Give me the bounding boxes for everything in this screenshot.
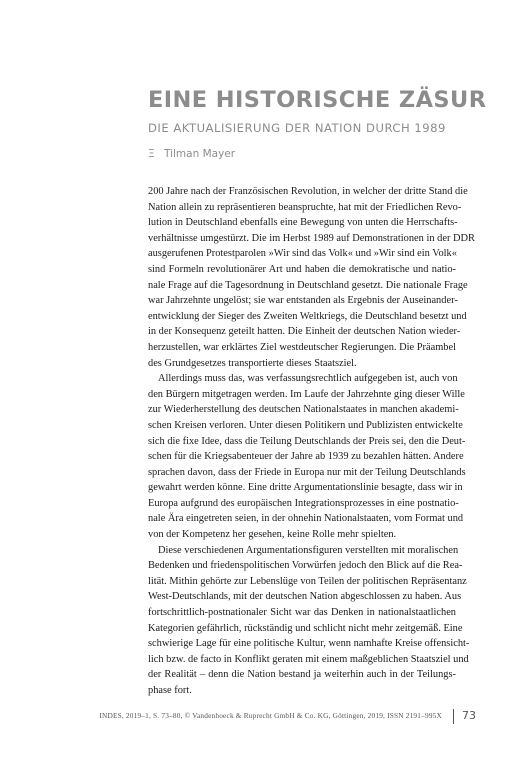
text-line: in der Konsequenz geteilt hatten. Die Einheit der deutschen Nation wieder- <box>148 326 461 338</box>
article-title: EINE HISTORISCHE ZÄSUR <box>148 87 487 113</box>
text-line: des Grundgesetzes transportierte dieses Staatsziel. <box>148 357 357 369</box>
text-line: fortschrittlich-postnationaler Sicht war das Denken in nationalstaatlichen <box>148 607 456 619</box>
paragraph <box>148 543 470 699</box>
text-line: lich bzw. de facto in Konflikt geraten mit einem maßgeblichen Staatsziel und <box>148 653 469 665</box>
text-line: von der Kompetenz her gesehen, keine Rolle mehr spielten. <box>148 529 397 541</box>
text-line: Nation allein zu repräsentieren beanspruchte, hat mit der Friedlichen Revo- <box>148 201 462 213</box>
text-line: nale Ära eingetreten seien, in der ohnehin Nationalstaaten, vom Format und <box>148 513 464 525</box>
page-footer <box>0 708 458 726</box>
text-line: war Jahrzehnte ungelöst; sie war entstanden als Ergebnis der Auseinander- <box>148 295 458 307</box>
text-line: phase fort. <box>148 685 192 696</box>
text-line: den Bürgern mitgetragen werden. Im Laufe der Jahrzehnte ging dieser Wille <box>148 388 465 400</box>
text-line: Diese verschiedenen Argumentationsfiguren verstellten mit moralischen <box>158 544 459 556</box>
text-line: Bedenken und friedenspolitischen Vorwürfen jedoch den Blick auf die Rea- <box>148 560 463 572</box>
text-line: Kategorien gefährlich, rückständig und schlicht nicht mehr zeitgemäß. Eine <box>148 622 463 634</box>
text-line: sind Formeln revolutionärer Art und haben die demokratische und natio- <box>148 263 456 275</box>
text-line: herzustellen, war erklärtes Ziel westdeutscher Regierungen. Die Präambel <box>148 341 456 353</box>
text-line: lution in Deutschland ebenfalls eine Bewegung von unten die Herrschafts- <box>148 217 458 229</box>
text-line: verhältnisse umgestürzt. Die im Herbst 1989 auf Demonstrationen in der DDR <box>148 232 475 244</box>
author-marker-icon: Ξ <box>148 148 155 160</box>
text-line: zur Wiederherstellung des deutschen Nationalstaates in manchen akademi- <box>148 404 459 416</box>
footer-divider <box>453 709 454 724</box>
author-name: Tilman Mayer <box>164 148 236 160</box>
text-line: Europa aufgrund des europäischen Integrationsprozesses in eine postnatio- <box>148 497 459 509</box>
page-number: 73 <box>462 709 476 722</box>
author-line <box>148 147 348 161</box>
paragraph <box>148 184 475 371</box>
text-line: sich die fixe Idee, dass die Teilung Deutschlands der Preis sei, den die Deut- <box>148 435 466 447</box>
text-line: gewahrt werden könne. Eine dritte Argumentationslinie besagte, dass wir in <box>148 482 463 494</box>
article-body <box>148 184 475 699</box>
text-line: ausgerufenen Protestparolen »Wir sind das Volk« und »Wir sind ein Volk« <box>148 248 457 260</box>
text-line: schwierige Lage für eine politische Kultur, wenn namhafte Kreise offensicht- <box>148 638 470 650</box>
text-line: lität. Mithin gehörte zur Lebenslüge von Teilen der politischen Repräsentanz <box>148 575 467 587</box>
text-line: schen für die Kriegsabenteuer der Jahre ab 1939 zu bezahlen hätten. Andere <box>148 451 464 463</box>
paragraph <box>148 371 466 543</box>
text-line: entwicklung der Sieger des Zweiten Weltkriegs, die Deutschland besetzt und <box>148 310 467 322</box>
footer-citation: INDES, 2019–1, S. 73–80, © Vandenhoeck & Ruprecht GmbH & Co. KG, Göttingen, 2019, ISSN 2191–995X <box>99 711 442 720</box>
text-line: schen Kreisen verloren. Unter diesen Politikern und Publizisten entwickelte <box>148 419 463 431</box>
text-line: West-Deutschlands, mit der deutschen Nation abgeschlossen zu haben. Aus <box>148 591 462 603</box>
text-line: Allerdings muss das, was verfassungsrechtlich aufgegeben ist, auch von <box>158 373 458 385</box>
text-line: der Realität – denn die Nation bestand ja weiterhin auch in der Teilungs- <box>148 669 456 681</box>
text-line: sprachen davon, dass der Friede in Europa nur mit der Teilung Deutschlands <box>148 466 466 478</box>
text-line: nale Frage auf die Tagesordnung in Deutschland gesetzt. Die nationale Frage <box>148 279 468 291</box>
article-subtitle: DIE AKTUALISIERUNG DER NATION DURCH 1989 <box>148 121 446 135</box>
text-line: 200 Jahre nach der Französischen Revolution, in welcher der dritte Stand die <box>148 186 468 197</box>
